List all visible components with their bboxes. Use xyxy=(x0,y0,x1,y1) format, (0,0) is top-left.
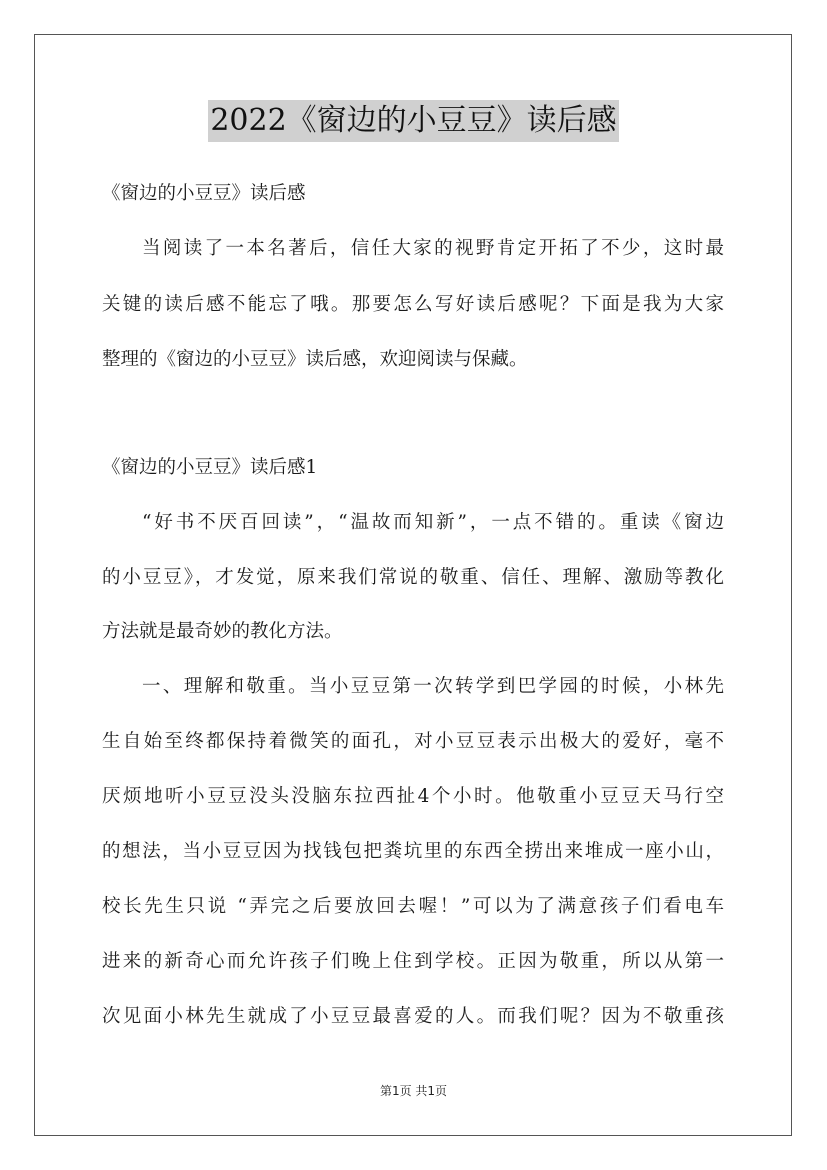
document-title: 2022《窗边的小豆豆》读后感 xyxy=(208,100,618,142)
subtitle-line: 《窗边的小豆豆》读后感 xyxy=(102,183,306,204)
paragraph-line: 的想法，当小豆豆因为找钱包把粪坑里的东西全捞出来堆成一座小山， xyxy=(102,841,724,862)
paragraph-line: 当阅读了一本名著后，信任大家的视野肯定开拓了不少，这时最 xyxy=(142,238,724,259)
paragraph-line: “好书不厌百回读”，“温故而知新”，一点不错的。重读《窗边 xyxy=(142,512,724,533)
paragraph-line: 生自始至终都保持着微笑的面孔，对小豆豆表示出极大的爱好，毫不 xyxy=(102,731,724,752)
section-heading: 《窗边的小豆豆》读后感1 xyxy=(102,457,318,478)
title-container xyxy=(0,100,827,142)
paragraph-line: 关键的读后感不能忘了哦。那要怎么写好读后感呢？下面是我为大家 xyxy=(102,294,724,315)
paragraph-line: 厌烦地听小豆豆没头没脑东拉西扯4个小时。他敬重小豆豆天马行空 xyxy=(102,786,724,807)
paragraph-line: 整理的《窗边的小豆豆》读后感，欢迎阅读与保藏。 xyxy=(102,349,528,370)
paragraph-line: 校长先生只说 “弄完之后要放回去喔！”可以为了满意孩子们看电车 xyxy=(102,896,724,917)
page-number-footer: 第1页 共1页 xyxy=(379,1084,448,1098)
paragraph-line: 进来的新奇心而允许孩子们晚上住到学校。正因为敬重，所以从第一 xyxy=(102,951,724,972)
paragraph-line: 的小豆豆》，才发觉，原来我们常说的敬重、信任、理解、激励等教化 xyxy=(102,567,724,588)
paragraph-line: 方法就是最奇妙的教化方法。 xyxy=(102,621,343,642)
paragraph-line: 次见面小林先生就成了小豆豆最喜爱的人。而我们呢？因为不敬重孩 xyxy=(102,1006,724,1027)
paragraph-line: 一、理解和敬重。当小豆豆第一次转学到巴学园的时候，小林先 xyxy=(142,676,724,697)
